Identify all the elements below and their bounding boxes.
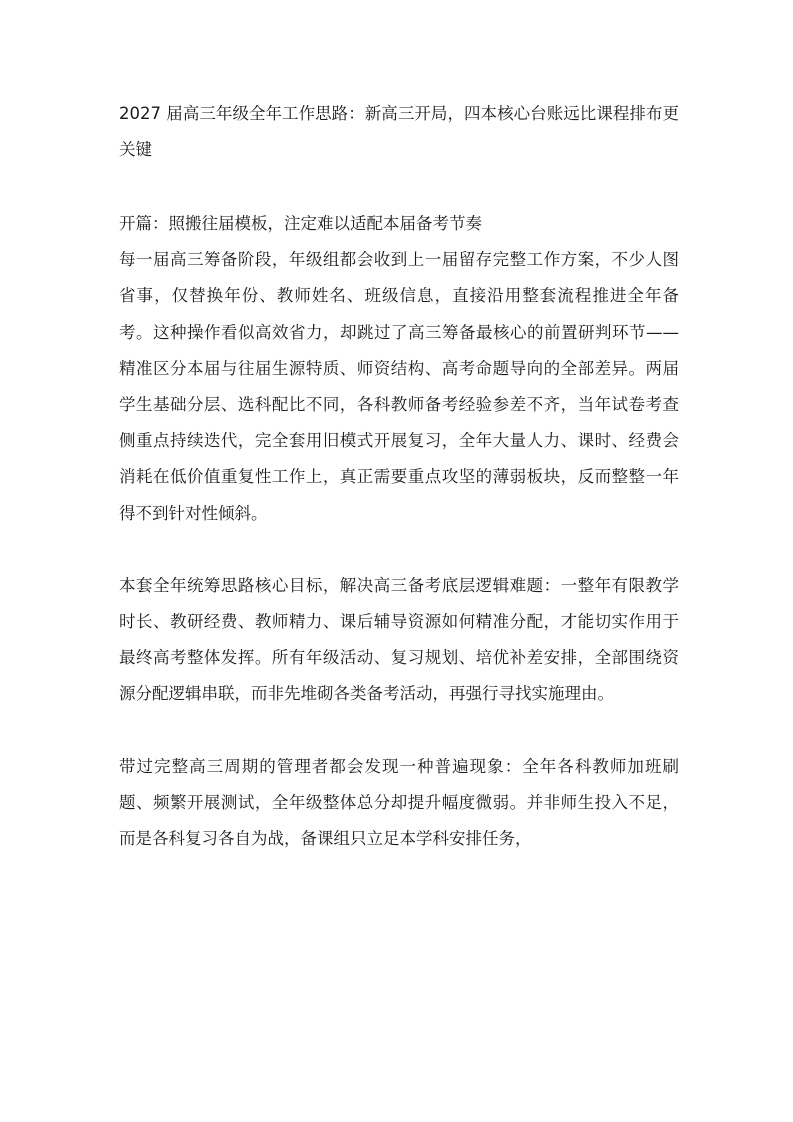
spacer — [119, 168, 679, 204]
document-title: 2027 届高三年级全年工作思路：新高三开局，四本核心台账远比课程排布更关键 — [119, 104, 679, 159]
body-paragraph-2: 本套全年统筹思路核心目标，解决高三备考底层逻辑难题：一整年有限教学时长、教研经费、教师精力、课后辅导资源如何精准分配，才能切实作用于最终高考整体发挥。所有年级活动、复习规划、培优补差安排，全部围绕资源分配逻辑串联，而非先堆砌各类备考活动，再强行寻找实施理由。 — [119, 575, 679, 704]
spacer — [119, 713, 679, 749]
body-paragraph-1: 每一届高三筹备阶段，年级组都会收到上一届留存完整工作方案，不少人图省事，仅替换年份、教师姓名、班级信息，直接沿用整套流程推进全年备考。这种操作看似高效省力，却跳过了高三筹备最核心的前置研判环节——精准区分本届与往届生源特质、师资结构、高考命题导向的全部差异。两届学生基础分层、选科配比不同，各科教师备考经验参差不齐，当年试卷考查侧重点持续迭代，完全套用旧模式开展复习，全年大量人力、课时、经费会消耗在低价值重复性工作上，真正需要重点攻坚的薄弱板块，反而整整一年得不到针对性倾斜。 — [119, 250, 679, 523]
body-paragraph-3: 带过完整高三周期的管理者都会发现一种普遍现象：全年各科教师加班刷题、频繁开展测试，全年级整体总分却提升幅度微弱。并非师生投入不足，而是各科复习各自为战，备课组只立足本学科安排任务， — [119, 756, 679, 849]
section-heading: 开篇：照搬往届模板，注定难以适配本届备考节奏 — [119, 214, 482, 233]
spacer — [119, 532, 679, 568]
document-page — [119, 96, 679, 857]
